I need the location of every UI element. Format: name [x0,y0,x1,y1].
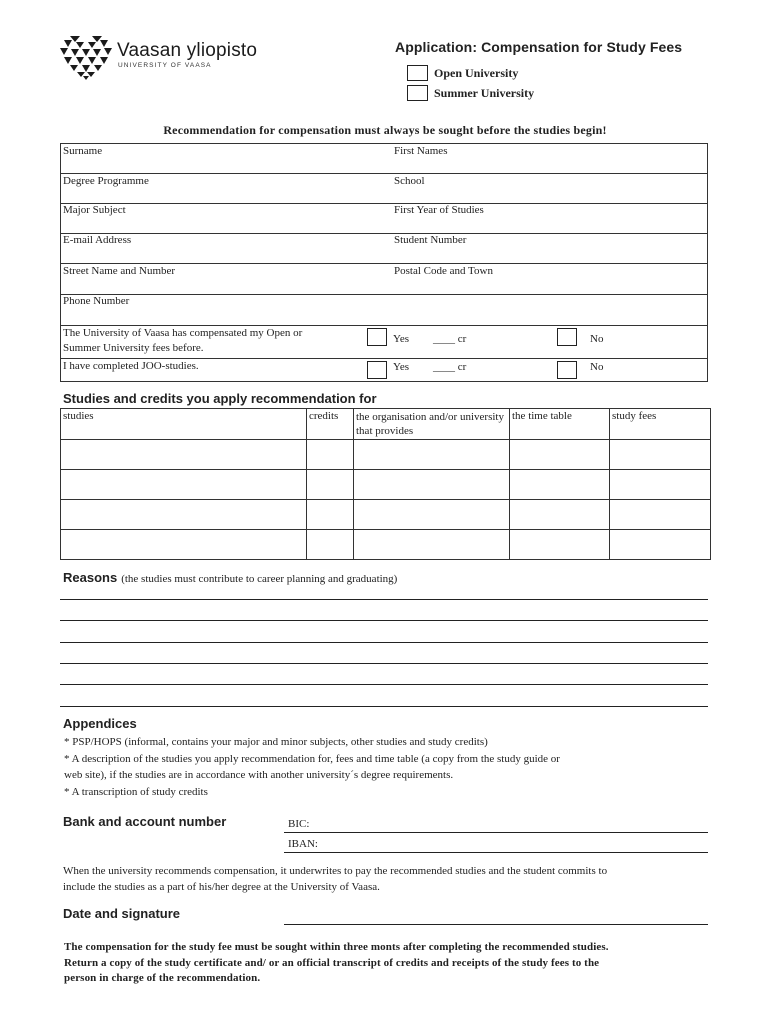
postal-field[interactable]: Postal Code and Town [394,265,493,277]
reasons-heading: Reasons [63,570,118,585]
table-row [61,440,711,470]
table-cell[interactable] [610,500,711,530]
appendix-item: * PSP/HOPS (informal, contains your major and minor subjects, other studies and study credits) [64,736,488,748]
surname-field[interactable]: Surname [63,145,103,157]
major-subject-field[interactable]: Major Subject [63,204,126,216]
form-title: Application: Compensation for Study Fees [395,39,683,55]
studies-heading: Studies and credits you apply recommendation for [63,391,377,406]
divider [61,203,707,204]
summer-university-checkbox[interactable] [407,85,428,101]
reasons-line[interactable] [60,706,708,707]
warning-text: Recommendation for compensation must always be sought before the studies begin! [163,123,607,137]
column-header: the time table [510,409,610,440]
logo-wordmark: Vaasan yliopisto [117,40,258,61]
column-header: credits [307,409,354,440]
q2-yes-checkbox[interactable] [367,361,387,379]
reasons-note: (the studies must contribute to career planning and graduating) [121,573,398,585]
open-university-label: Open University [434,66,519,80]
degree-programme-field[interactable]: Degree Programme [63,175,149,187]
reasons-heading-row [63,569,397,587]
q1-no-checkbox[interactable] [557,328,577,346]
table-row [61,470,711,500]
table-cell[interactable] [354,500,510,530]
bank-heading: Bank and account number [63,814,227,829]
appendix-item: * A description of the studies you apply recommendation for, fees and time table (a copy from the study guide or [64,753,560,765]
reasons-line[interactable] [60,599,708,600]
iban-input-line[interactable] [284,852,708,853]
table-cell[interactable] [510,500,610,530]
table-cell[interactable] [61,500,307,530]
footer-line: Return a copy of the study certificate and/ or an official transcript of credits and receipts of the study fees to the [64,956,600,969]
appendix-item: * A transcription of study credits [64,786,208,798]
iban-label: IBAN: [288,838,318,850]
table-cell[interactable] [610,530,711,560]
student-number-field[interactable]: Student Number [394,234,467,246]
appendices-heading: Appendices [63,716,137,731]
table-cell[interactable] [307,500,354,530]
signature-input-line[interactable] [284,924,708,925]
logo-subtitle: UNIVERSITY OF VAASA [118,62,212,69]
q2-yes-label: Yes [393,361,410,373]
commitment-line: include the studies as a part of his/her degree at the University of Vaasa. [63,881,380,893]
bic-label: BIC: [288,818,310,830]
divider [61,263,707,264]
divider [61,233,707,234]
university-logo-icon [60,36,112,80]
table-cell[interactable] [61,440,307,470]
reasons-line[interactable] [60,642,708,643]
q2-no-label: No [590,361,604,373]
footer-line: The compensation for the study fee must be sought within three monts after completing the recommended studies. [64,941,609,953]
appendix-item: web site), if the studies are in accordance with another university´s degree requirements. [64,769,454,781]
table-row [61,500,711,530]
personal-info-box [60,143,708,382]
commitment-line: When the university recommends compensation, it underwrites to pay the recommended studies and the student commits to [63,865,608,877]
table-cell[interactable] [510,470,610,500]
column-header: study fees [610,409,711,440]
table-cell[interactable] [510,440,610,470]
table-cell[interactable] [61,470,307,500]
q1-yes-checkbox[interactable] [367,328,387,346]
table-cell[interactable] [610,470,711,500]
date-signature-heading: Date and signature [63,906,181,921]
reasons-line[interactable] [60,684,708,685]
open-university-checkbox[interactable] [407,65,428,81]
summer-university-label: Summer University [434,86,535,100]
email-field[interactable]: E-mail Address [63,234,132,246]
phone-field[interactable]: Phone Number [63,295,130,307]
column-header: the organisation and/or university that provides [354,409,510,440]
table-cell[interactable] [61,530,307,560]
q2-no-checkbox[interactable] [557,361,577,379]
first-year-field[interactable]: First Year of Studies [394,204,484,216]
table-cell[interactable] [307,530,354,560]
studies-table [60,408,711,560]
table-cell[interactable] [307,440,354,470]
table-header-row [61,409,711,440]
school-field[interactable]: School [394,175,425,187]
footer-note [64,940,609,987]
table-cell[interactable] [307,470,354,500]
table-cell[interactable] [354,440,510,470]
question-compensated-before [63,326,302,356]
commitment-text [63,863,607,895]
table-cell[interactable] [510,530,610,560]
footer-line: person in charge of the recommendation. [64,972,261,984]
first-names-field[interactable]: First Names [394,145,448,157]
street-field[interactable]: Street Name and Number [63,265,176,277]
question-line: The University of Vaasa has compensated my Open or [63,327,303,339]
question-joo-studies: I have completed JOO-studies. [63,360,199,372]
reasons-line[interactable] [60,663,708,664]
question-line: Summer University fees before. [63,342,204,354]
table-row [61,530,711,560]
table-cell[interactable] [354,530,510,560]
q1-yes-label: Yes [393,333,410,345]
divider [61,358,707,359]
table-cell[interactable] [610,440,711,470]
divider [61,173,707,174]
divider [61,294,707,295]
column-header: studies [61,409,307,440]
q1-no-label: No [590,333,604,345]
reasons-line[interactable] [60,620,708,621]
q1-credits-field[interactable]: ____ cr [433,333,467,345]
q2-credits-field[interactable]: ____ cr [433,361,467,373]
bic-input-line[interactable] [284,832,708,833]
table-cell[interactable] [354,470,510,500]
